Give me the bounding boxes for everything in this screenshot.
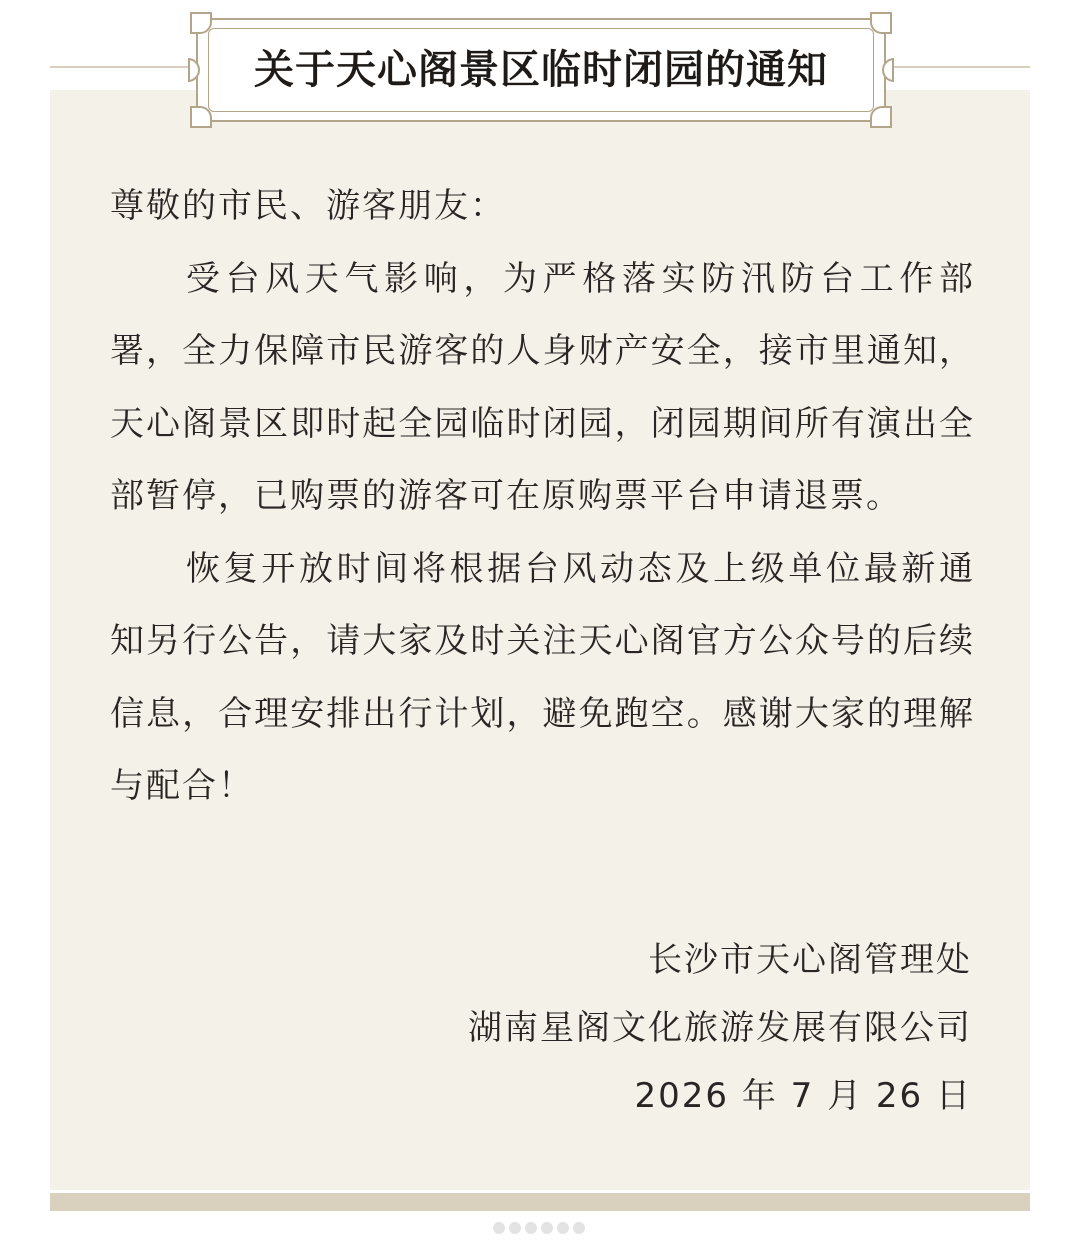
frame-corner-ornament <box>870 106 892 128</box>
title-frame <box>196 18 886 122</box>
issuer-company: 湖南星阁文化旅游发展有限公司 <box>468 1008 972 1048</box>
issue-date: 2026 年 7 月 26 日 <box>634 1076 972 1116</box>
watermark-icon <box>474 1218 604 1238</box>
issuer-management-office: 长沙市天心阁管理处 <box>648 940 972 980</box>
paper-bottom-border <box>50 1193 1030 1211</box>
notice-body <box>110 170 975 823</box>
salutation: 尊敬的市民、游客朋友： <box>110 186 506 226</box>
paragraph-closure: 受台风天气影响，为严格落实防汛防台工作部署，全力保障市民游客的人身财产安全，接市里通知，天心阁景区即时起全园临时闭园，闭园期间所有演出全部暂停，已购票的游客可在原购票平台申请退票。 <box>110 258 975 516</box>
signature-block <box>468 926 972 1130</box>
frame-corner-ornament <box>870 12 892 34</box>
notice-title: 关于天心阁景区临时闭园的通知 <box>254 47 828 93</box>
frame-corner-ornament <box>190 106 212 128</box>
paragraph-reopening: 恢复开放时间将根据台风动态及上级单位最新通知另行公告，请大家及时关注天心阁官方公众号的后续信息，合理安排出行计划，避免跑空。感谢大家的理解与配合！ <box>110 548 975 806</box>
